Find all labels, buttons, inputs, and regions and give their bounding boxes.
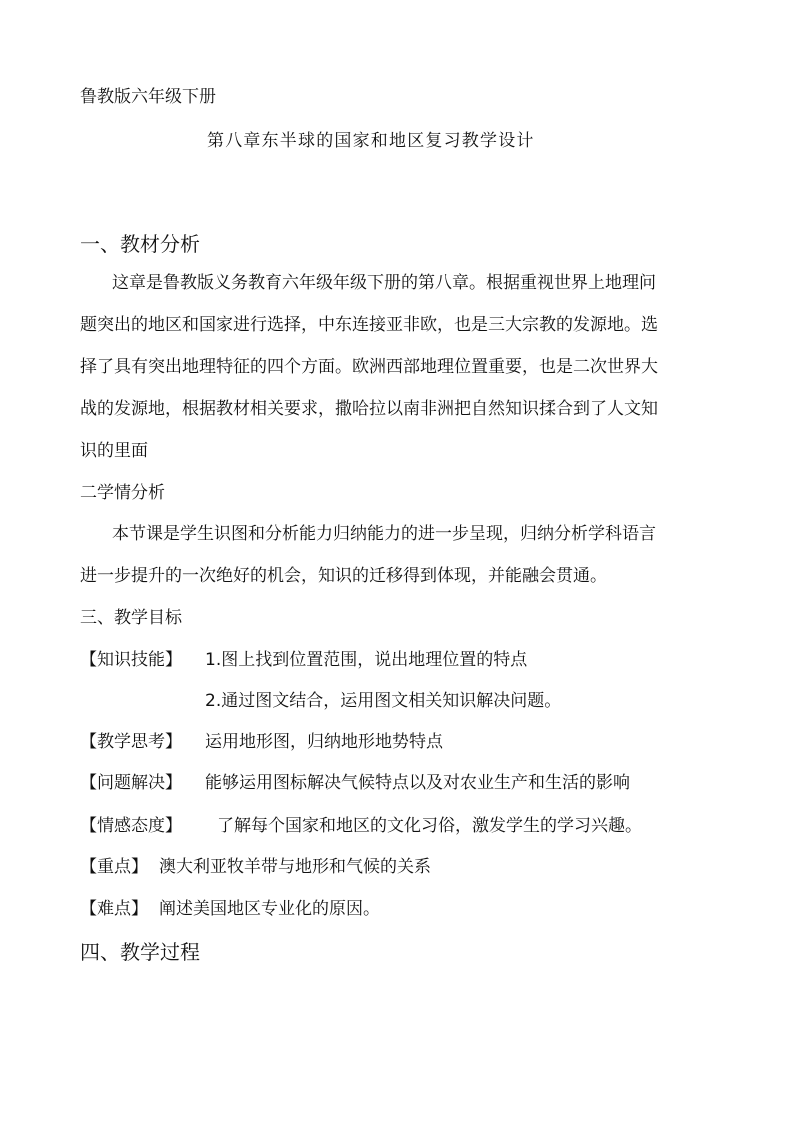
objective-label-difficulty: 【难点】	[80, 899, 148, 919]
paragraph-line-2-1: 本节课是学生识图和分析能力归纳能力的进一步呈现，归纳分析学科语言	[112, 524, 656, 544]
section-heading-1: 一、教材分析	[80, 232, 200, 256]
objective-label-key-point: 【重点】	[80, 857, 148, 877]
objective-text-problem-solving: 能够运用图标解决气候特点以及对农业生产和生活的影响	[205, 773, 630, 793]
paragraph-line-1-2: 题突出的地区和国家进行选择，中东连接亚非欧，也是三大宗教的发源地。选	[80, 315, 658, 335]
textbook-series-label: 鲁教版六年级下册	[80, 87, 216, 107]
section-heading-3: 三、教学目标	[80, 608, 182, 628]
objective-text-knowledge-skills: 1.图上找到位置范围，说出地理位置的特点	[205, 650, 528, 670]
objective-text-difficulty: 阐述美国地区专业化的原因。	[159, 899, 380, 919]
paragraph-line-1-3: 择了具有突出地理特征的四个方面。欧洲西部地理位置重要，也是二次世界大	[80, 357, 658, 377]
section-heading-2: 二学情分析	[80, 483, 165, 503]
paragraph-line-2-2: 进一步提升的一次绝好的机会，知识的迁移得到体现，并能融会贯通。	[80, 566, 607, 586]
section-heading-4: 四、教学过程	[80, 940, 200, 964]
document-title: 第八章东半球的国家和地区复习教学设计	[207, 131, 535, 151]
objective-label-knowledge-skills: 【知识技能】	[80, 650, 182, 670]
objective-label-emotional-attitude: 【情感态度】	[80, 816, 182, 836]
paragraph-line-1-4: 战的发源地，根据教材相关要求，撒哈拉以南非洲把自然知识揉合到了人文知	[80, 399, 658, 419]
objective-text-knowledge-skills-2: 2.通过图文结合，运用图文相关知识解决问题。	[205, 691, 562, 711]
objective-text-emotional-attitude: 了解每个国家和地区的文化习俗，激发学生的学习兴趣。	[217, 816, 642, 836]
objective-label-problem-solving: 【问题解决】	[80, 773, 182, 793]
objective-text-key-point: 澳大利亚牧羊带与地形和气候的关系	[159, 857, 431, 877]
objective-text-teaching-thinking: 运用地形图，归纳地形地势特点	[205, 732, 443, 752]
objective-label-teaching-thinking: 【教学思考】	[80, 732, 182, 752]
paragraph-line-1-1: 这章是鲁教版义务教育六年级年级下册的第八章。根据重视世界上地理问	[112, 273, 656, 293]
paragraph-line-1-5: 识的里面	[80, 441, 148, 461]
